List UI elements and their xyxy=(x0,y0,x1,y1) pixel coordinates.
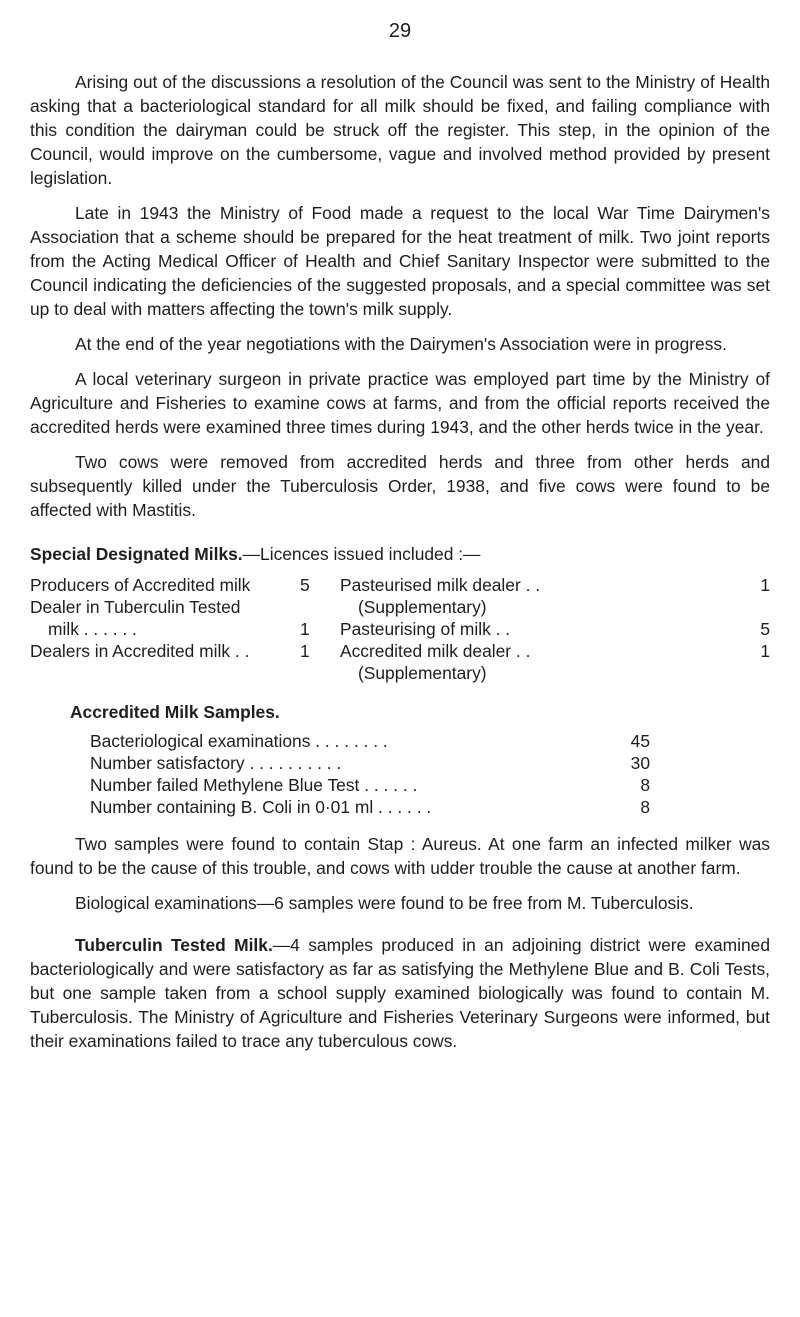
table-row xyxy=(90,752,650,774)
licence-left-value: 1 xyxy=(300,641,310,661)
samples-table xyxy=(90,730,650,818)
licences-intro: —Licences issued included :— xyxy=(242,544,481,564)
table-row xyxy=(90,796,650,818)
table-row xyxy=(90,730,650,752)
licences-heading: Special Designated Milks. xyxy=(30,544,243,564)
licence-left-value xyxy=(300,596,340,618)
samples-heading: Accredited Milk Samples. xyxy=(70,702,280,722)
page-number: 29 xyxy=(388,20,412,42)
licence-left-label: Producers of Accredited milk xyxy=(30,575,251,595)
paragraph-stap-aureus: Two samples were found to contain Stap : Aureus. At one farm an infected milker was found to be the cause of this trouble, and cows with udder trouble the cause at another farm. xyxy=(30,834,770,878)
sample-value: 45 xyxy=(630,731,650,751)
sample-value: 30 xyxy=(630,753,650,773)
sample-value: 8 xyxy=(640,797,650,817)
paragraph-biological: Biological examinations—6 samples were found to be free from M. Tuberculosis. xyxy=(75,893,694,913)
licence-right-value: 5 xyxy=(760,619,770,639)
licence-right-value xyxy=(655,596,770,618)
licence-right-value: 1 xyxy=(760,641,770,661)
paragraph-resolution: Arising out of the discussions a resolution of the Council was sent to the Ministry of Health asking that a bacteriological standard for all milk should be fixed, and failing compliance with this condition the dairyman could be struck off the register. This step, in the opinion of the Council, would improve on the cumbersome, vague and involved method provided by present legislation. xyxy=(30,72,770,188)
licence-right-value: 1 xyxy=(760,575,770,595)
paragraph-cows-removed: Two cows were removed from accredited herds and three from other herds and subsequently killed under the Tuberculosis Order, 1938, and five cows were found to be affected with Mastitis. xyxy=(30,452,770,520)
paragraph-tuberculin xyxy=(30,933,770,1053)
paragraph-heat-treatment: Late in 1943 the Ministry of Food made a request to the local War Time Dairymen's Association that a scheme should be prepared for the heat treatment of milk. Two joint reports from the Acting Medical Officer of Health and Chief Sanitary Inspector were submitted to the Council indicating the deficiencies of the suggested proposals, and a special committee was set up to deal with matters affecting the town's milk supply. xyxy=(30,203,770,319)
paragraph-negotiations: At the end of the year negotiations with the Dairymen's Association were in progress. xyxy=(75,334,727,354)
paragraph-veterinary: A local veterinary surgeon in private practice was employed part time by the Ministry of Agriculture and Fisheries to examine cows at farms, and from the official reports received the accredited herds were examined three times during 1943, and the other herds twice in the year. xyxy=(30,369,770,437)
licence-left-label: Dealers in Accredited milk . . xyxy=(30,641,250,661)
sample-label: Bacteriological examinations . . . . . . . . xyxy=(90,731,388,751)
licence-right-value xyxy=(655,662,770,684)
licence-left-value: 1 xyxy=(300,619,310,639)
licence-left-label: milk . . . . . . xyxy=(48,619,137,639)
document-body xyxy=(30,70,770,1064)
licence-right-label: (Supplementary) xyxy=(358,663,487,683)
sample-value: 8 xyxy=(640,775,650,795)
table-row xyxy=(90,774,650,796)
tuberculin-text: —4 samples produced in an adjoining district were examined bacteriologically and were satisfactory as far as satisfying the Methylene Blue and B. Coli Tests, but one sample taken from a school supply examined biologically was found to contain M. Tuberculosis. The Ministry of Agriculture and Fisheries Veterinary Surgeons were informed, but their examinations failed to trace any tuberculous cows. xyxy=(30,935,770,1051)
sample-label: Number satisfactory . . . . . . . . . . xyxy=(90,753,342,773)
licence-right-label: Pasteurised milk dealer . . xyxy=(340,575,541,595)
licences-list xyxy=(30,574,770,684)
tuberculin-heading: Tuberculin Tested Milk. xyxy=(75,935,273,955)
licences-heading-line xyxy=(30,542,770,566)
licence-left-value: 5 xyxy=(300,575,310,595)
licence-left-label: Dealer in Tuberculin Tested xyxy=(30,597,241,617)
sample-label: Number containing B. Coli in 0·01 ml . . . . . . xyxy=(90,797,432,817)
licence-right-label: Pasteurising of milk . . xyxy=(340,619,511,639)
sample-label: Number failed Methylene Blue Test . . . . . . xyxy=(90,775,418,795)
licence-right-label: Accredited milk dealer . . xyxy=(340,641,531,661)
licence-right-label: (Supplementary) xyxy=(358,597,487,617)
